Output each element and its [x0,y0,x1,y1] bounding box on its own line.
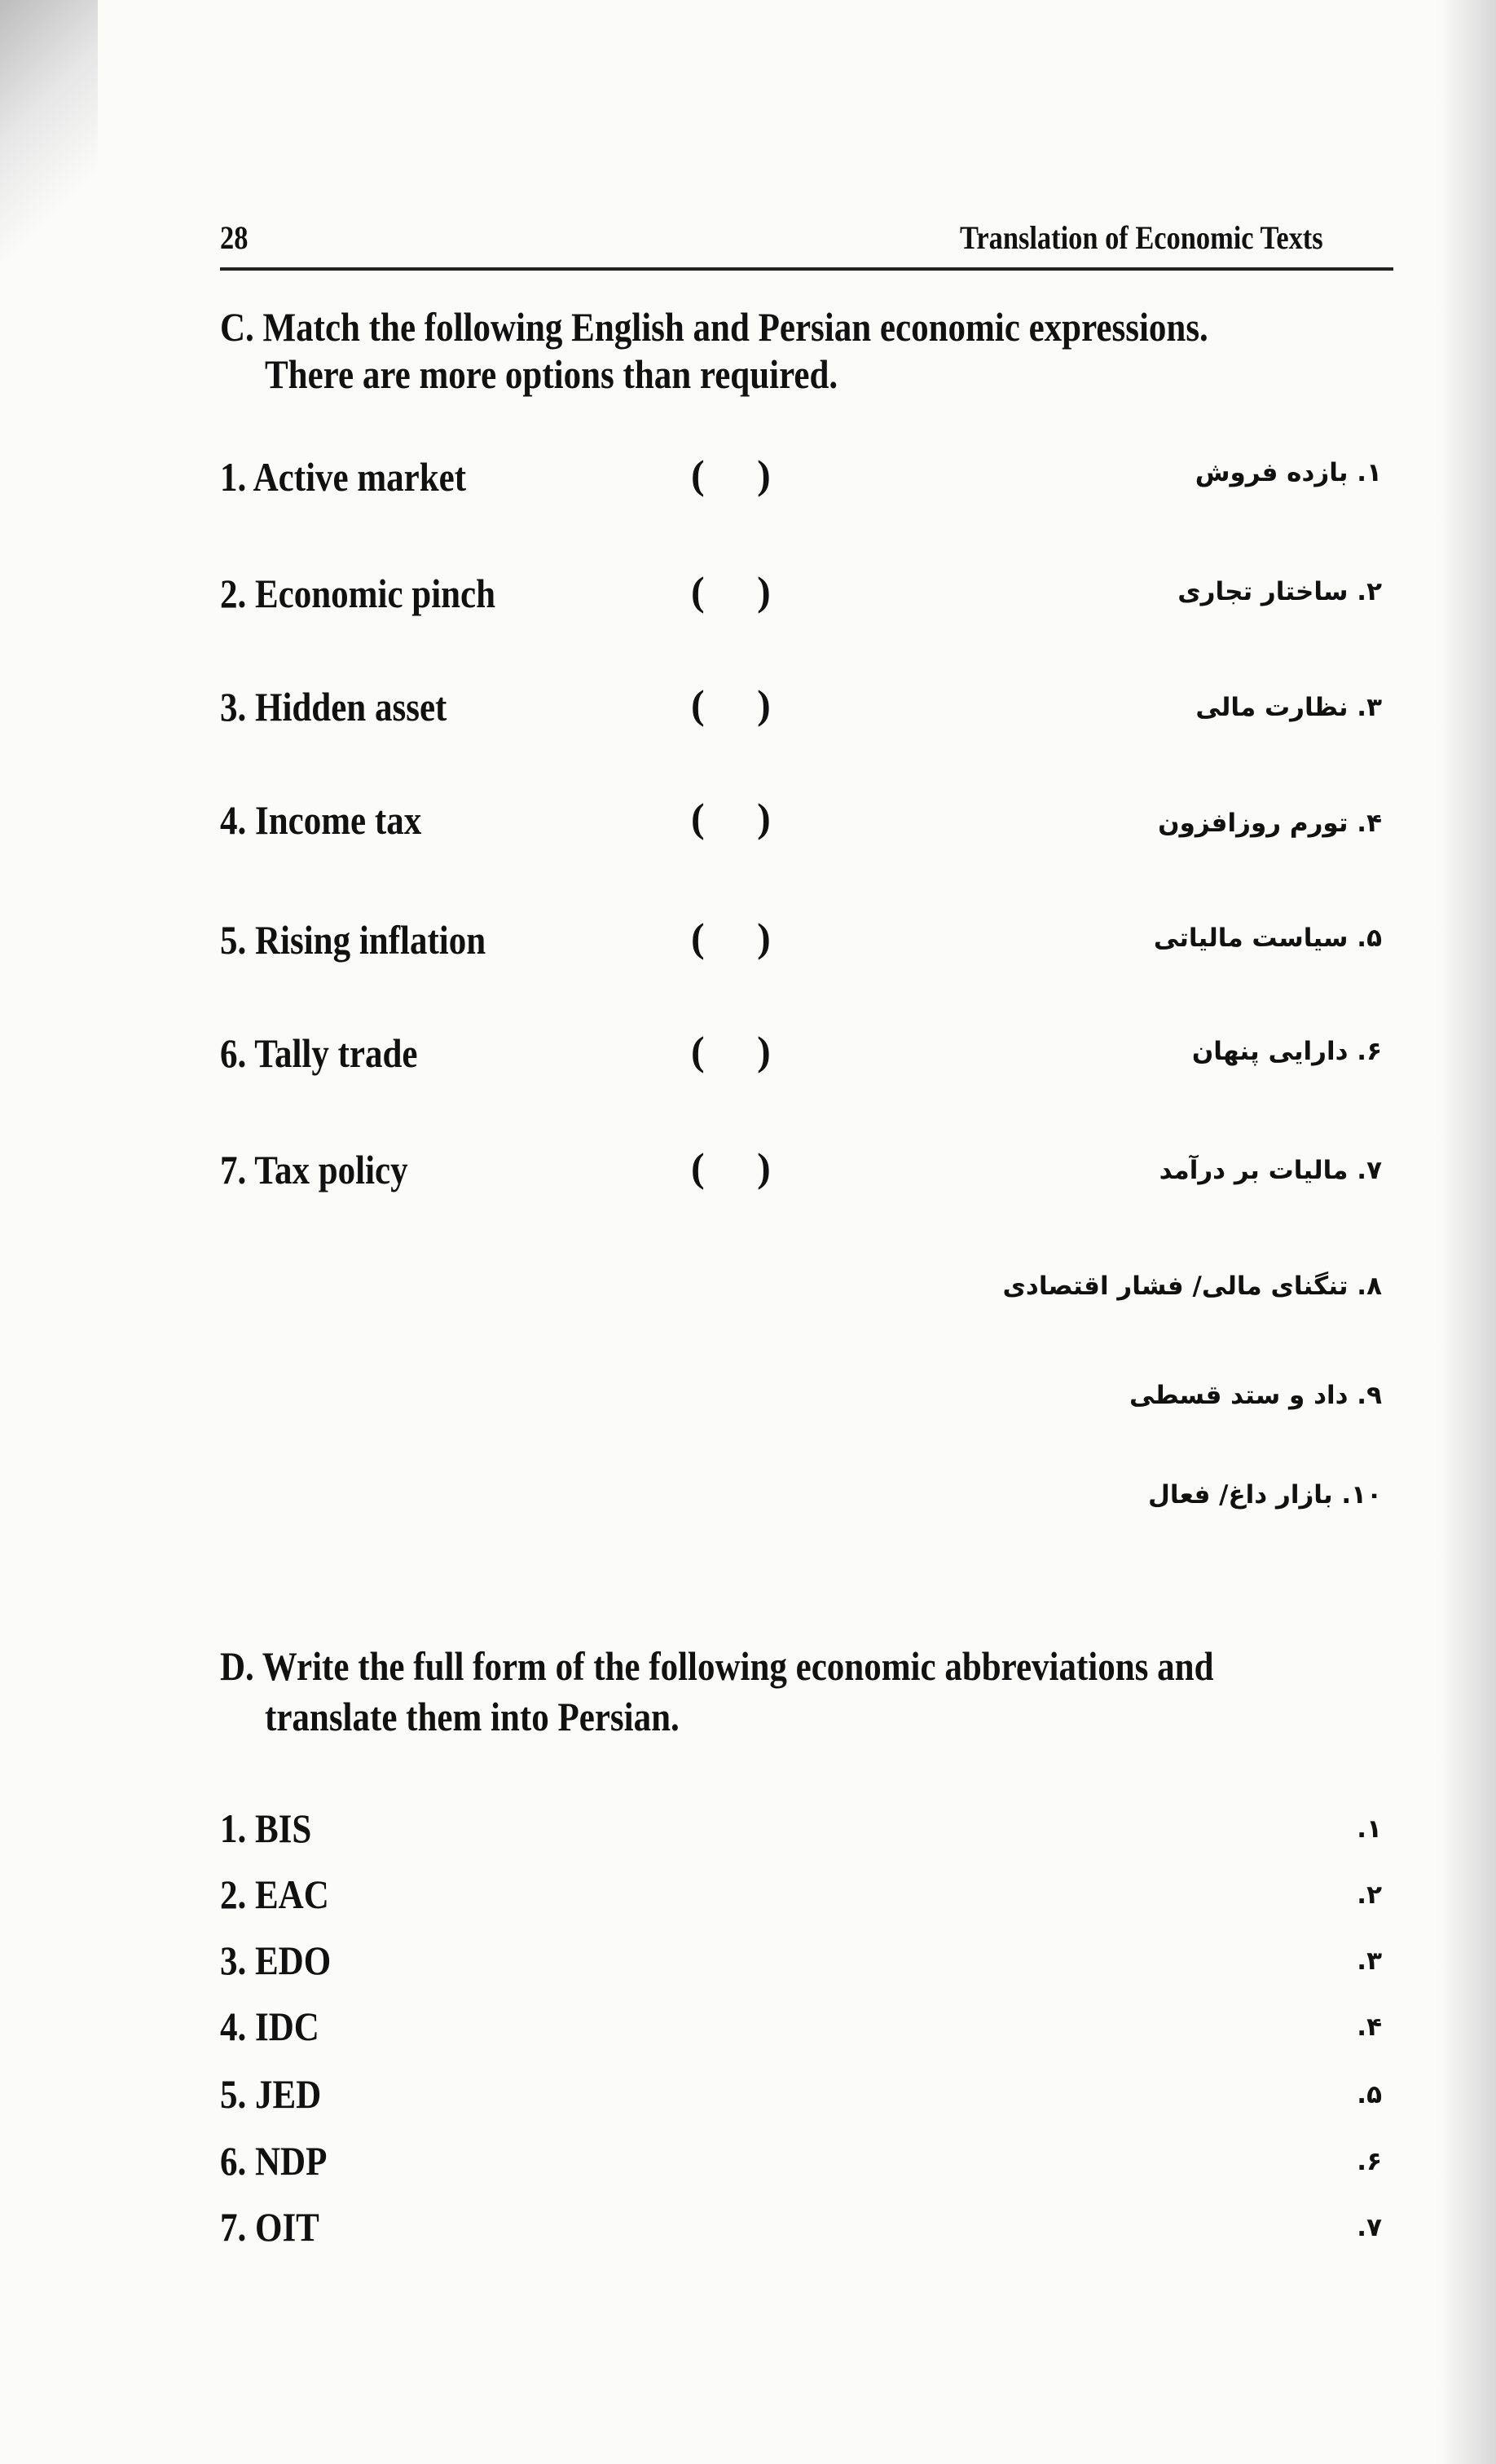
persian-answer-number: ۴. [1357,2012,1382,2042]
persian-answer-number: ۶. [1357,2147,1382,2176]
abbreviation-item: 5. JED [220,2071,322,2117]
answer-blank[interactable]: ( ) [691,795,792,840]
persian-option: ۱. بازده فروش [1195,458,1382,487]
header-rule [220,267,1393,271]
abbreviation-item: 3. EDO [220,1937,332,1983]
section-d-instruction: D. Write the full form of the following economic abbreviations and [220,1643,1214,1689]
section-d-instruction-2: translate them into Persian. [265,1694,680,1739]
english-item: 6. Tally trade [220,1030,418,1076]
page-number: 28 [220,219,249,256]
persian-option: ۲. ساختار تجاری [1177,577,1382,606]
abbreviation-item: 4. IDC [220,2003,319,2049]
persian-option: ۵. سیاست مالیاتی [1153,923,1382,953]
abbreviation-item: 7. OIT [220,2204,319,2250]
answer-blank[interactable]: ( ) [691,915,792,960]
section-c-letter: C. [220,304,254,350]
answer-blank[interactable]: ( ) [691,1144,792,1190]
persian-option: ۳. نظارت مالی [1195,693,1382,722]
persian-answer-number: ۲. [1357,1880,1382,1910]
persian-answer-number: ۳. [1357,1946,1382,1976]
persian-answer-number: ۷. [1357,2213,1382,2242]
english-item: 2. Economic pinch [220,571,496,616]
english-item: 4. Income tax [220,797,422,843]
answer-blank[interactable]: ( ) [691,1028,792,1073]
english-item: 7. Tax policy [220,1147,408,1192]
answer-blank[interactable]: ( ) [691,681,792,727]
persian-answer-number: ۵. [1357,2080,1382,2109]
persian-option: ۱۰. بازار داغ/ فعال [1148,1480,1382,1510]
english-item: 5. Rising inflation [220,917,486,963]
answer-blank[interactable]: ( ) [691,568,792,614]
running-title: Translation of Economic Texts [960,219,1323,256]
persian-option: ۷. مالیات بر درآمد [1159,1156,1382,1185]
page-shadow-right [1439,0,1496,2464]
answer-blank[interactable]: ( ) [691,452,792,497]
persian-answer-number: ۱. [1357,1814,1382,1844]
persian-option: ۹. داد و ستد قسطی [1129,1381,1382,1410]
section-c-instruction-2: There are more options than required. [265,351,838,397]
english-item: 3. Hidden asset [220,684,447,730]
section-d-letter: D. [220,1643,254,1689]
english-item: 1. Active market [220,454,467,500]
abbreviation-item: 6. NDP [220,2138,328,2184]
persian-option: ۴. تورم روزافزون [1158,809,1382,838]
persian-option: ۶. دارایی پنهان [1191,1037,1382,1066]
persian-option: ۸. تنگنای مالی/ فشار اقتصادی [1002,1272,1382,1301]
abbreviation-item: 2. EAC [220,1871,329,1917]
section-c-instruction: C. Match the following English and Persian economic expressions. [220,304,1208,350]
page-shadow-left [0,0,98,261]
abbreviation-item: 1. BIS [220,1805,312,1851]
